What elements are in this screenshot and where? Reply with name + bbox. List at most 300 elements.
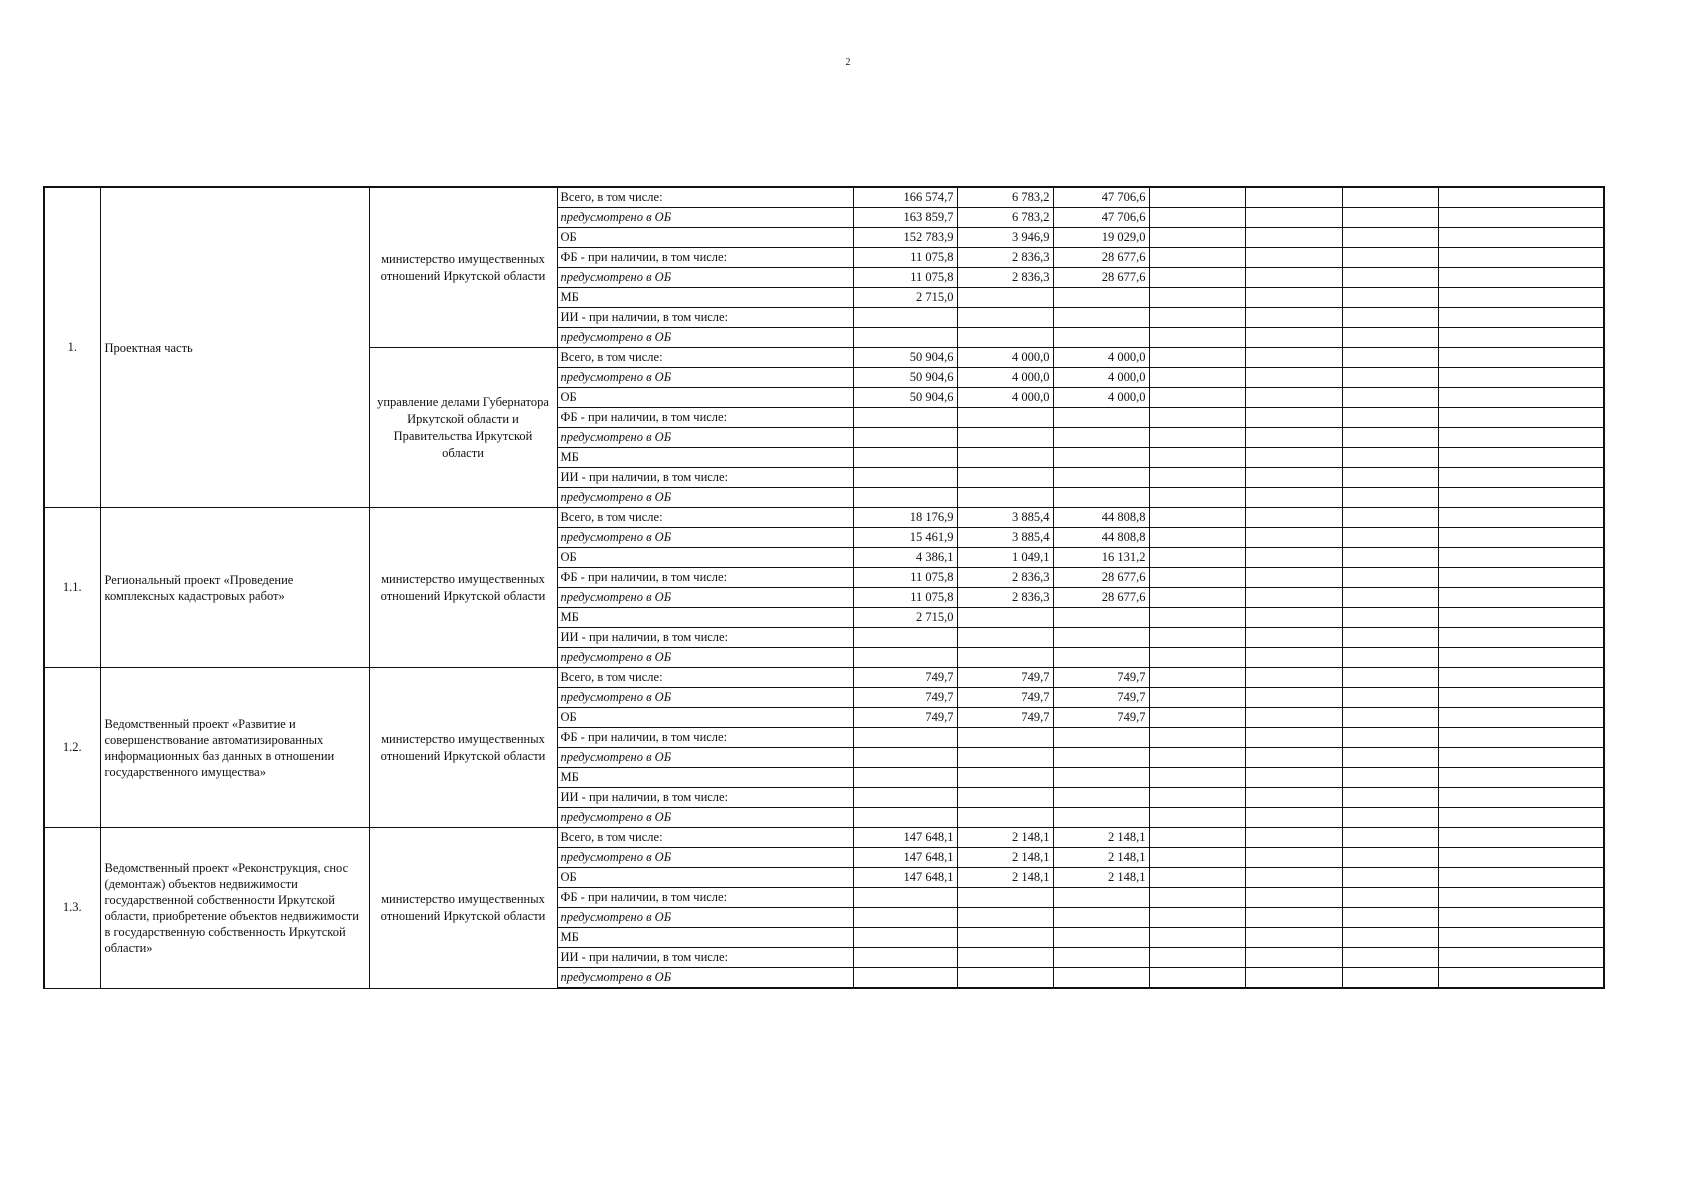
funding-value-v2 bbox=[957, 428, 1053, 448]
funding-value-v1 bbox=[853, 928, 957, 948]
empty-value-cell bbox=[1438, 928, 1604, 948]
funding-source-label: предусмотрено в ОБ bbox=[557, 848, 853, 868]
empty-value-cell bbox=[1438, 268, 1604, 288]
empty-value-cell bbox=[1342, 348, 1438, 368]
empty-value-cell bbox=[1149, 408, 1245, 428]
empty-value-cell bbox=[1149, 528, 1245, 548]
funding-value-v2: 3 885,4 bbox=[957, 528, 1053, 548]
funding-value-v2: 2 836,3 bbox=[957, 588, 1053, 608]
section-name: Проектная часть bbox=[100, 187, 369, 508]
funding-value-v3 bbox=[1053, 608, 1149, 628]
table-body bbox=[44, 187, 1604, 988]
funding-value-v1: 749,7 bbox=[853, 688, 957, 708]
empty-value-cell bbox=[1149, 428, 1245, 448]
empty-value-cell bbox=[1438, 288, 1604, 308]
empty-value-cell bbox=[1438, 708, 1604, 728]
empty-value-cell bbox=[1438, 888, 1604, 908]
empty-value-cell bbox=[1245, 388, 1342, 408]
empty-value-cell bbox=[1438, 828, 1604, 848]
funding-value-v1 bbox=[853, 808, 957, 828]
funding-value-v2 bbox=[957, 628, 1053, 648]
funding-value-v2 bbox=[957, 408, 1053, 428]
funding-value-v1 bbox=[853, 328, 957, 348]
funding-value-v2: 3 885,4 bbox=[957, 508, 1053, 528]
empty-value-cell bbox=[1438, 808, 1604, 828]
funding-value-v1 bbox=[853, 428, 957, 448]
funding-value-v3: 4 000,0 bbox=[1053, 348, 1149, 368]
funding-value-v2: 4 000,0 bbox=[957, 348, 1053, 368]
empty-value-cell bbox=[1438, 388, 1604, 408]
empty-value-cell bbox=[1245, 588, 1342, 608]
funding-value-v1: 147 648,1 bbox=[853, 828, 957, 848]
empty-value-cell bbox=[1245, 648, 1342, 668]
funding-source-label: ОБ bbox=[557, 228, 853, 248]
empty-value-cell bbox=[1438, 868, 1604, 888]
empty-value-cell bbox=[1342, 448, 1438, 468]
empty-value-cell bbox=[1245, 928, 1342, 948]
empty-value-cell bbox=[1342, 888, 1438, 908]
empty-value-cell bbox=[1342, 548, 1438, 568]
funding-value-v2: 6 783,2 bbox=[957, 208, 1053, 228]
empty-value-cell bbox=[1245, 688, 1342, 708]
empty-value-cell bbox=[1438, 408, 1604, 428]
funding-source-label: предусмотрено в ОБ bbox=[557, 808, 853, 828]
funding-value-v2 bbox=[957, 448, 1053, 468]
empty-value-cell bbox=[1149, 788, 1245, 808]
funding-value-v3: 47 706,6 bbox=[1053, 187, 1149, 208]
funding-source-label: предусмотрено в ОБ bbox=[557, 428, 853, 448]
funding-value-v1: 50 904,6 bbox=[853, 348, 957, 368]
empty-value-cell bbox=[1245, 488, 1342, 508]
funding-source-label: ИИ - при наличии, в том числе: bbox=[557, 788, 853, 808]
funding-value-v2: 749,7 bbox=[957, 708, 1053, 728]
funding-value-v1: 152 783,9 bbox=[853, 228, 957, 248]
funding-source-label: ОБ bbox=[557, 708, 853, 728]
empty-value-cell bbox=[1149, 968, 1245, 989]
funding-source-label: предусмотрено в ОБ bbox=[557, 748, 853, 768]
funding-source-label: предусмотрено в ОБ bbox=[557, 688, 853, 708]
table-row bbox=[44, 187, 1604, 208]
funding-value-v1: 166 574,7 bbox=[853, 187, 957, 208]
empty-value-cell bbox=[1342, 468, 1438, 488]
funding-value-v1: 11 075,8 bbox=[853, 568, 957, 588]
empty-value-cell bbox=[1342, 508, 1438, 528]
funding-value-v1 bbox=[853, 728, 957, 748]
empty-value-cell bbox=[1149, 208, 1245, 228]
empty-value-cell bbox=[1149, 368, 1245, 388]
funding-value-v3 bbox=[1053, 288, 1149, 308]
empty-value-cell bbox=[1245, 708, 1342, 728]
funding-source-label: ОБ bbox=[557, 388, 853, 408]
empty-value-cell bbox=[1438, 468, 1604, 488]
funding-value-v3 bbox=[1053, 928, 1149, 948]
funding-value-v2 bbox=[957, 788, 1053, 808]
empty-value-cell bbox=[1245, 908, 1342, 928]
empty-value-cell bbox=[1438, 688, 1604, 708]
funding-value-v3: 749,7 bbox=[1053, 708, 1149, 728]
empty-value-cell bbox=[1438, 668, 1604, 688]
empty-value-cell bbox=[1149, 187, 1245, 208]
funding-value-v3: 28 677,6 bbox=[1053, 568, 1149, 588]
funding-value-v1 bbox=[853, 788, 957, 808]
funding-source-label: МБ bbox=[557, 608, 853, 628]
funding-value-v3: 47 706,6 bbox=[1053, 208, 1149, 228]
funding-value-v3 bbox=[1053, 328, 1149, 348]
funding-value-v3 bbox=[1053, 428, 1149, 448]
empty-value-cell bbox=[1245, 548, 1342, 568]
funding-value-v1: 15 461,9 bbox=[853, 528, 957, 548]
funding-source-label: МБ bbox=[557, 928, 853, 948]
empty-value-cell bbox=[1149, 548, 1245, 568]
empty-value-cell bbox=[1149, 508, 1245, 528]
empty-value-cell bbox=[1438, 308, 1604, 328]
funding-value-v3: 44 808,8 bbox=[1053, 528, 1149, 548]
funding-value-v2: 4 000,0 bbox=[957, 388, 1053, 408]
funding-value-v2 bbox=[957, 928, 1053, 948]
empty-value-cell bbox=[1245, 328, 1342, 348]
funding-source-label: предусмотрено в ОБ bbox=[557, 908, 853, 928]
funding-value-v3 bbox=[1053, 908, 1149, 928]
empty-value-cell bbox=[1245, 428, 1342, 448]
funding-value-v3: 16 131,2 bbox=[1053, 548, 1149, 568]
funding-value-v2 bbox=[957, 948, 1053, 968]
funding-value-v2 bbox=[957, 468, 1053, 488]
empty-value-cell bbox=[1342, 248, 1438, 268]
funding-value-v1: 2 715,0 bbox=[853, 288, 957, 308]
empty-value-cell bbox=[1245, 508, 1342, 528]
funding-table bbox=[43, 186, 1605, 989]
funding-source-label: предусмотрено в ОБ bbox=[557, 968, 853, 989]
empty-value-cell bbox=[1438, 628, 1604, 648]
empty-value-cell bbox=[1245, 868, 1342, 888]
empty-value-cell bbox=[1245, 668, 1342, 688]
empty-value-cell bbox=[1342, 428, 1438, 448]
funding-source-label: Всего, в том числе: bbox=[557, 187, 853, 208]
funding-value-v1: 11 075,8 bbox=[853, 248, 957, 268]
funding-value-v1 bbox=[853, 908, 957, 928]
funding-value-v1: 18 176,9 bbox=[853, 508, 957, 528]
empty-value-cell bbox=[1245, 968, 1342, 989]
empty-value-cell bbox=[1342, 928, 1438, 948]
funding-value-v3 bbox=[1053, 468, 1149, 488]
empty-value-cell bbox=[1342, 808, 1438, 828]
empty-value-cell bbox=[1149, 848, 1245, 868]
empty-value-cell bbox=[1438, 328, 1604, 348]
empty-value-cell bbox=[1149, 768, 1245, 788]
funding-source-label: предусмотрено в ОБ bbox=[557, 588, 853, 608]
empty-value-cell bbox=[1342, 948, 1438, 968]
empty-value-cell bbox=[1245, 848, 1342, 868]
funding-source-label: ИИ - при наличии, в том числе: bbox=[557, 628, 853, 648]
empty-value-cell bbox=[1342, 608, 1438, 628]
funding-value-v2: 2 148,1 bbox=[957, 848, 1053, 868]
empty-value-cell bbox=[1342, 187, 1438, 208]
funding-value-v3: 28 677,6 bbox=[1053, 588, 1149, 608]
funding-value-v2 bbox=[957, 728, 1053, 748]
funding-source-label: ОБ bbox=[557, 548, 853, 568]
funding-value-v2 bbox=[957, 888, 1053, 908]
empty-value-cell bbox=[1245, 248, 1342, 268]
executor-name: министерство имущественных отношений Иркутской области bbox=[369, 508, 557, 668]
funding-value-v2: 4 000,0 bbox=[957, 368, 1053, 388]
funding-value-v1: 749,7 bbox=[853, 668, 957, 688]
empty-value-cell bbox=[1342, 288, 1438, 308]
executor-name: министерство имущественных отношений Иркутской области bbox=[369, 828, 557, 989]
empty-value-cell bbox=[1149, 588, 1245, 608]
empty-value-cell bbox=[1245, 888, 1342, 908]
empty-value-cell bbox=[1342, 388, 1438, 408]
funding-value-v3 bbox=[1053, 788, 1149, 808]
empty-value-cell bbox=[1438, 208, 1604, 228]
funding-value-v3 bbox=[1053, 888, 1149, 908]
funding-source-label: Всего, в том числе: bbox=[557, 508, 853, 528]
empty-value-cell bbox=[1438, 228, 1604, 248]
empty-value-cell bbox=[1342, 368, 1438, 388]
empty-value-cell bbox=[1438, 448, 1604, 468]
empty-value-cell bbox=[1149, 228, 1245, 248]
empty-value-cell bbox=[1342, 488, 1438, 508]
empty-value-cell bbox=[1342, 788, 1438, 808]
empty-value-cell bbox=[1245, 528, 1342, 548]
empty-value-cell bbox=[1342, 528, 1438, 548]
funding-value-v1: 4 386,1 bbox=[853, 548, 957, 568]
funding-value-v3 bbox=[1053, 808, 1149, 828]
empty-value-cell bbox=[1149, 348, 1245, 368]
empty-value-cell bbox=[1342, 688, 1438, 708]
empty-value-cell bbox=[1245, 948, 1342, 968]
empty-value-cell bbox=[1342, 868, 1438, 888]
funding-value-v3 bbox=[1053, 768, 1149, 788]
funding-value-v2: 3 946,9 bbox=[957, 228, 1053, 248]
section-name: Ведомственный проект «Развитие и совершенствование автоматизированных информационных баз данных в отношении государственного имущества» bbox=[100, 668, 369, 828]
funding-value-v3 bbox=[1053, 408, 1149, 428]
funding-value-v3: 2 148,1 bbox=[1053, 828, 1149, 848]
table-row bbox=[44, 508, 1604, 528]
funding-value-v1: 163 859,7 bbox=[853, 208, 957, 228]
funding-value-v1 bbox=[853, 888, 957, 908]
funding-value-v1 bbox=[853, 308, 957, 328]
funding-source-label: МБ bbox=[557, 768, 853, 788]
funding-value-v2: 2 836,3 bbox=[957, 248, 1053, 268]
funding-value-v1 bbox=[853, 628, 957, 648]
funding-value-v3: 28 677,6 bbox=[1053, 248, 1149, 268]
funding-value-v3: 19 029,0 bbox=[1053, 228, 1149, 248]
funding-value-v2: 2 836,3 bbox=[957, 568, 1053, 588]
page-number: 2 bbox=[845, 57, 851, 68]
empty-value-cell bbox=[1149, 728, 1245, 748]
empty-value-cell bbox=[1438, 848, 1604, 868]
empty-value-cell bbox=[1342, 308, 1438, 328]
funding-source-label: предусмотрено в ОБ bbox=[557, 368, 853, 388]
funding-value-v1: 11 075,8 bbox=[853, 268, 957, 288]
empty-value-cell bbox=[1245, 208, 1342, 228]
funding-value-v3: 4 000,0 bbox=[1053, 368, 1149, 388]
empty-value-cell bbox=[1342, 708, 1438, 728]
empty-value-cell bbox=[1342, 588, 1438, 608]
empty-value-cell bbox=[1245, 788, 1342, 808]
funding-value-v3: 749,7 bbox=[1053, 688, 1149, 708]
funding-source-label: ФБ - при наличии, в том числе: bbox=[557, 408, 853, 428]
funding-value-v1 bbox=[853, 448, 957, 468]
funding-source-label: ИИ - при наличии, в том числе: bbox=[557, 948, 853, 968]
funding-value-v3: 2 148,1 bbox=[1053, 848, 1149, 868]
funding-source-label: ОБ bbox=[557, 868, 853, 888]
empty-value-cell bbox=[1245, 768, 1342, 788]
funding-value-v2: 2 148,1 bbox=[957, 828, 1053, 848]
empty-value-cell bbox=[1149, 688, 1245, 708]
funding-source-label: ФБ - при наличии, в том числе: bbox=[557, 248, 853, 268]
funding-value-v3 bbox=[1053, 968, 1149, 989]
empty-value-cell bbox=[1149, 308, 1245, 328]
funding-value-v2: 2 836,3 bbox=[957, 268, 1053, 288]
funding-value-v1: 147 648,1 bbox=[853, 868, 957, 888]
empty-value-cell bbox=[1245, 368, 1342, 388]
section-number: 1. bbox=[44, 187, 100, 508]
funding-source-label: ФБ - при наличии, в том числе: bbox=[557, 728, 853, 748]
empty-value-cell bbox=[1342, 208, 1438, 228]
section-number: 1.3. bbox=[44, 828, 100, 989]
empty-value-cell bbox=[1245, 268, 1342, 288]
empty-value-cell bbox=[1245, 448, 1342, 468]
funding-value-v2 bbox=[957, 768, 1053, 788]
funding-value-v1: 749,7 bbox=[853, 708, 957, 728]
empty-value-cell bbox=[1245, 348, 1342, 368]
empty-value-cell bbox=[1438, 368, 1604, 388]
funding-value-v3: 28 677,6 bbox=[1053, 268, 1149, 288]
empty-value-cell bbox=[1438, 528, 1604, 548]
empty-value-cell bbox=[1149, 248, 1245, 268]
funding-value-v3: 4 000,0 bbox=[1053, 388, 1149, 408]
empty-value-cell bbox=[1342, 728, 1438, 748]
empty-value-cell bbox=[1149, 828, 1245, 848]
funding-value-v2 bbox=[957, 648, 1053, 668]
funding-source-label: предусмотрено в ОБ bbox=[557, 208, 853, 228]
empty-value-cell bbox=[1149, 628, 1245, 648]
funding-value-v1: 147 648,1 bbox=[853, 848, 957, 868]
funding-value-v3: 749,7 bbox=[1053, 668, 1149, 688]
empty-value-cell bbox=[1342, 648, 1438, 668]
funding-value-v2 bbox=[957, 808, 1053, 828]
empty-value-cell bbox=[1342, 768, 1438, 788]
empty-value-cell bbox=[1438, 968, 1604, 989]
empty-value-cell bbox=[1245, 308, 1342, 328]
empty-value-cell bbox=[1438, 548, 1604, 568]
funding-value-v1 bbox=[853, 948, 957, 968]
funding-source-label: Всего, в том числе: bbox=[557, 348, 853, 368]
executor-name: министерство имущественных отношений Иркутской области bbox=[369, 668, 557, 828]
funding-value-v3 bbox=[1053, 488, 1149, 508]
funding-value-v1 bbox=[853, 768, 957, 788]
empty-value-cell bbox=[1149, 488, 1245, 508]
empty-value-cell bbox=[1149, 648, 1245, 668]
empty-value-cell bbox=[1149, 468, 1245, 488]
empty-value-cell bbox=[1438, 187, 1604, 208]
funding-source-label: предусмотрено в ОБ bbox=[557, 648, 853, 668]
funding-value-v2: 749,7 bbox=[957, 688, 1053, 708]
empty-value-cell bbox=[1438, 488, 1604, 508]
empty-value-cell bbox=[1342, 668, 1438, 688]
funding-value-v1: 11 075,8 bbox=[853, 588, 957, 608]
empty-value-cell bbox=[1149, 928, 1245, 948]
funding-value-v2 bbox=[957, 608, 1053, 628]
table-row bbox=[44, 828, 1604, 848]
funding-value-v3: 44 808,8 bbox=[1053, 508, 1149, 528]
empty-value-cell bbox=[1342, 848, 1438, 868]
empty-value-cell bbox=[1342, 568, 1438, 588]
funding-value-v2: 749,7 bbox=[957, 668, 1053, 688]
empty-value-cell bbox=[1149, 888, 1245, 908]
funding-value-v2 bbox=[957, 288, 1053, 308]
funding-source-label: предусмотрено в ОБ bbox=[557, 528, 853, 548]
empty-value-cell bbox=[1149, 268, 1245, 288]
funding-value-v3: 2 148,1 bbox=[1053, 868, 1149, 888]
table-row bbox=[44, 668, 1604, 688]
funding-source-label: предусмотрено в ОБ bbox=[557, 268, 853, 288]
funding-value-v3 bbox=[1053, 748, 1149, 768]
funding-value-v2 bbox=[957, 908, 1053, 928]
empty-value-cell bbox=[1149, 388, 1245, 408]
executor-name: управление делами Губернатора Иркутской области и Правительства Иркутской области bbox=[369, 348, 557, 508]
empty-value-cell bbox=[1149, 568, 1245, 588]
empty-value-cell bbox=[1438, 748, 1604, 768]
funding-source-label: ФБ - при наличии, в том числе: bbox=[557, 568, 853, 588]
section-name: Ведомственный проект «Реконструкция, снос (демонтаж) объектов недвижимости государственной собственности Иркутской области, приобретение объектов недвижимости в государственную собственность Иркутской области» bbox=[100, 828, 369, 989]
empty-value-cell bbox=[1245, 728, 1342, 748]
funding-value-v1 bbox=[853, 748, 957, 768]
funding-source-label: ИИ - при наличии, в том числе: bbox=[557, 308, 853, 328]
funding-source-label: МБ bbox=[557, 288, 853, 308]
empty-value-cell bbox=[1342, 748, 1438, 768]
section-number: 1.2. bbox=[44, 668, 100, 828]
empty-value-cell bbox=[1342, 628, 1438, 648]
empty-value-cell bbox=[1149, 668, 1245, 688]
empty-value-cell bbox=[1245, 568, 1342, 588]
funding-source-label: Всего, в том числе: bbox=[557, 828, 853, 848]
funding-value-v1 bbox=[853, 648, 957, 668]
empty-value-cell bbox=[1245, 408, 1342, 428]
empty-value-cell bbox=[1342, 228, 1438, 248]
empty-value-cell bbox=[1149, 288, 1245, 308]
empty-value-cell bbox=[1149, 908, 1245, 928]
executor-name: министерство имущественных отношений Иркутской области bbox=[369, 187, 557, 348]
empty-value-cell bbox=[1438, 728, 1604, 748]
funding-value-v3 bbox=[1053, 448, 1149, 468]
empty-value-cell bbox=[1342, 328, 1438, 348]
empty-value-cell bbox=[1438, 788, 1604, 808]
funding-value-v2 bbox=[957, 748, 1053, 768]
empty-value-cell bbox=[1438, 948, 1604, 968]
empty-value-cell bbox=[1438, 428, 1604, 448]
funding-value-v3 bbox=[1053, 308, 1149, 328]
funding-source-label: ИИ - при наличии, в том числе: bbox=[557, 468, 853, 488]
empty-value-cell bbox=[1245, 628, 1342, 648]
funding-value-v2 bbox=[957, 328, 1053, 348]
funding-value-v1: 2 715,0 bbox=[853, 608, 957, 628]
empty-value-cell bbox=[1342, 828, 1438, 848]
empty-value-cell bbox=[1342, 408, 1438, 428]
section-number: 1.1. bbox=[44, 508, 100, 668]
funding-value-v2 bbox=[957, 308, 1053, 328]
empty-value-cell bbox=[1149, 808, 1245, 828]
empty-value-cell bbox=[1149, 748, 1245, 768]
empty-value-cell bbox=[1149, 448, 1245, 468]
empty-value-cell bbox=[1438, 908, 1604, 928]
funding-value-v3 bbox=[1053, 948, 1149, 968]
empty-value-cell bbox=[1245, 228, 1342, 248]
empty-value-cell bbox=[1245, 468, 1342, 488]
funding-value-v3 bbox=[1053, 648, 1149, 668]
empty-value-cell bbox=[1438, 768, 1604, 788]
